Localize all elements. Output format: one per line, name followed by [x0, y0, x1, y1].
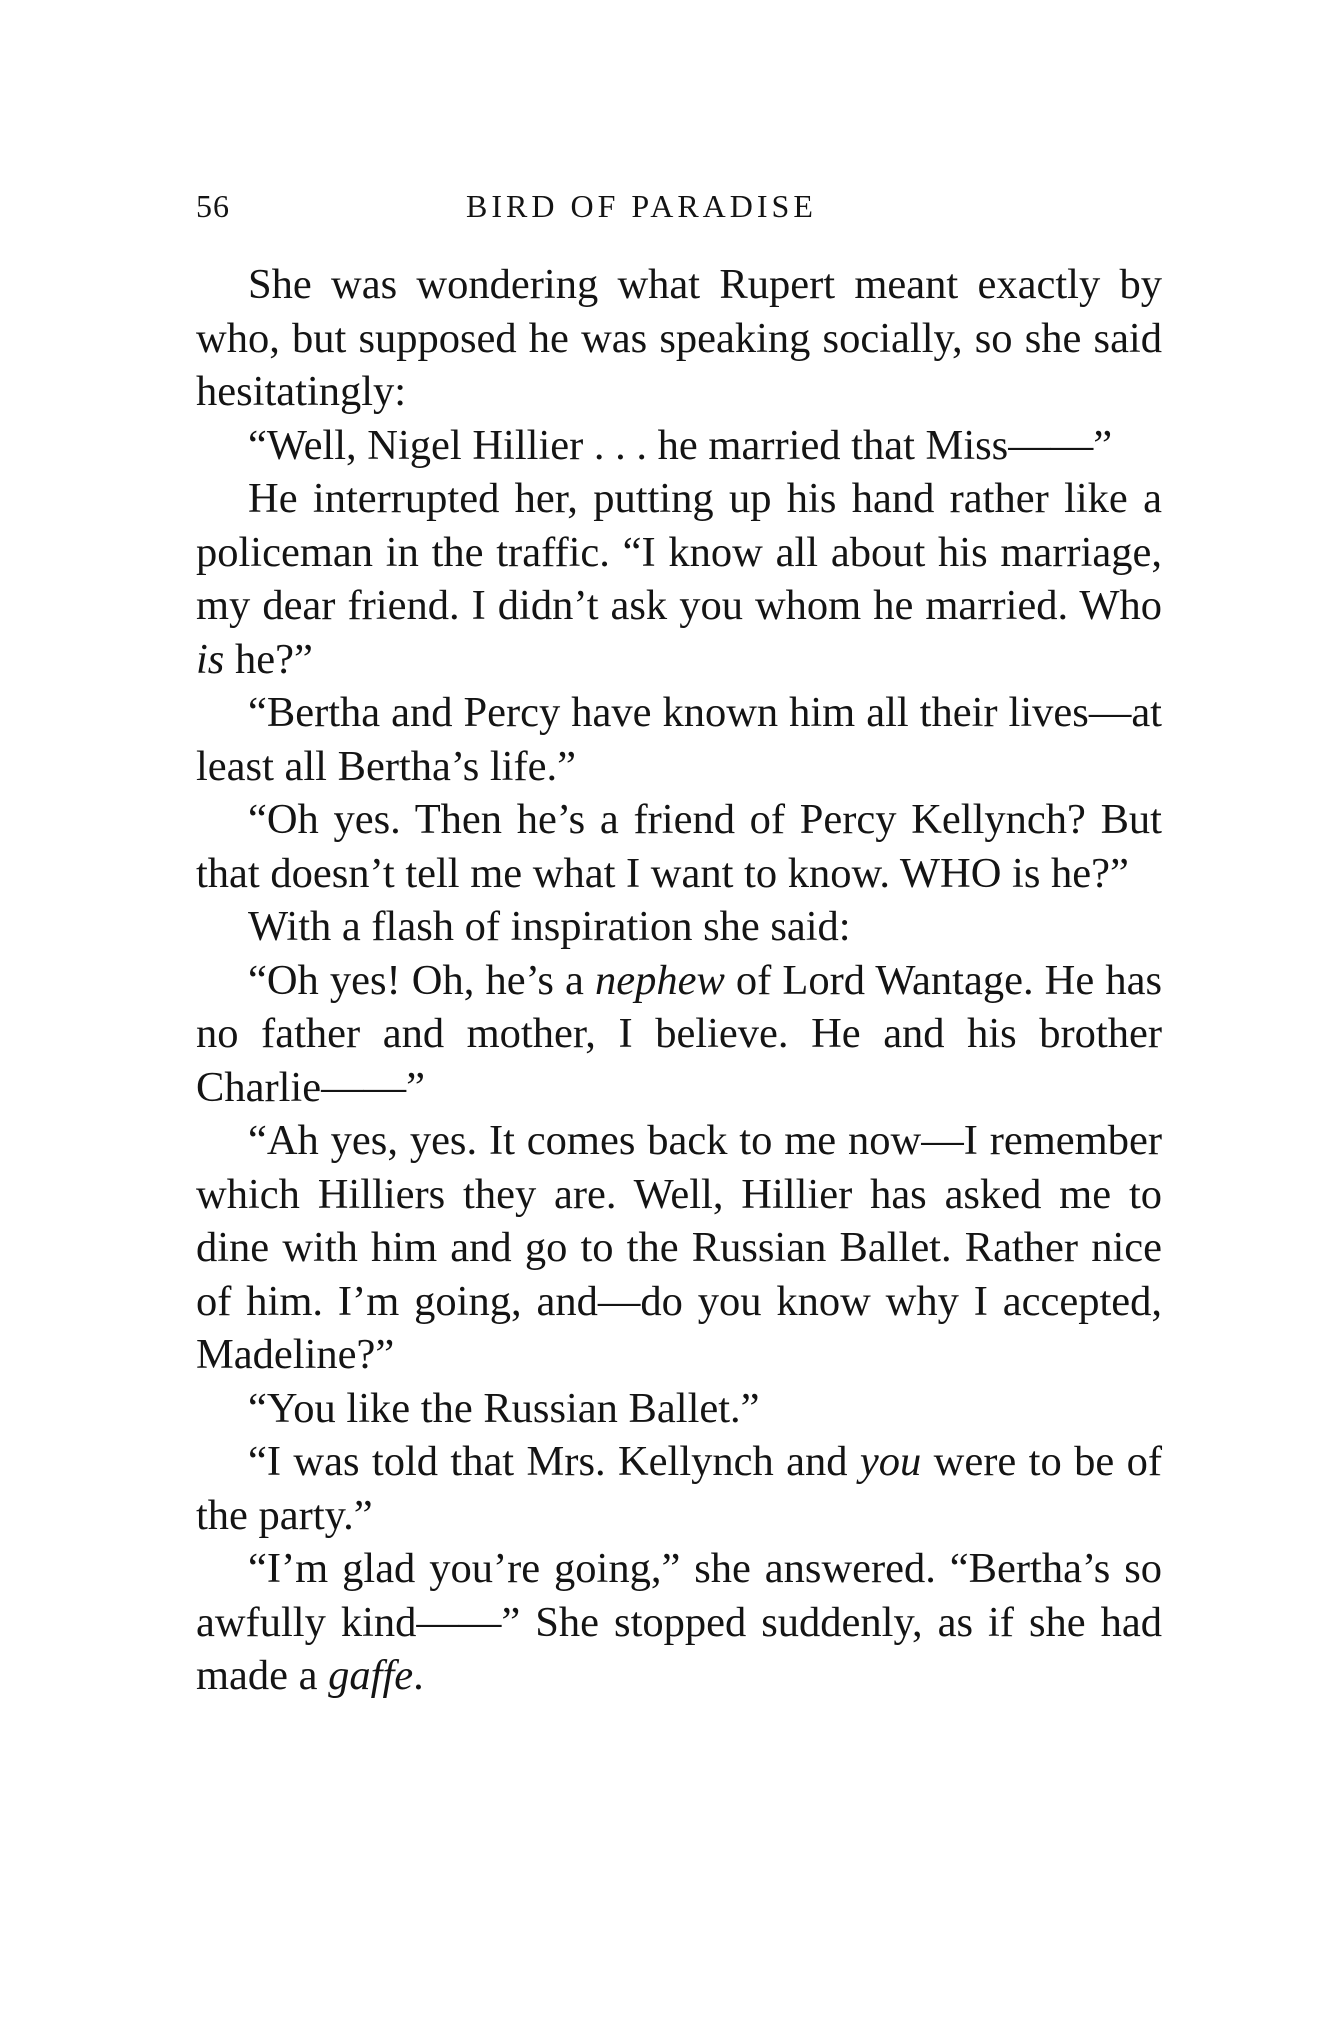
text-segment: “Bertha and Percy have known him all their lives—at least all Bertha’s life.” [196, 689, 1162, 790]
body-text [196, 258, 1162, 1703]
running-title: BIRD OF PARADISE [466, 188, 817, 224]
text-segment: . [413, 1652, 424, 1699]
text-segment: “Ah yes, yes. It comes back to me now—I remember which Hilliers they are. Well, Hillier has asked me to dine with him and go to the Russian Ballet. Rather nice of him. I’m going, and—do you know why I accepted, Madeline?” [196, 1117, 1162, 1378]
page-number: 56 [196, 188, 230, 224]
paragraph [196, 686, 1162, 793]
text-segment: He interrupted her, putting up his hand rather like a policeman in the traffic. “I know all about his marriage, my dear friend. I didn’t ask you whom he married. Who [196, 475, 1162, 629]
text-segment: “Well, Nigel Hillier . . . he married that Miss——” [248, 421, 1113, 469]
text-segment: “You like the Russian Ballet.” [248, 1384, 760, 1432]
running-header [196, 188, 1162, 238]
text-segment: “Oh yes. Then he’s a friend of Percy Kellynch? But that doesn’t tell me what I want to know. WHO is he?” [196, 796, 1162, 897]
paragraph [196, 1382, 1162, 1436]
paragraph [196, 900, 1162, 954]
paragraph [196, 954, 1162, 1115]
paragraph [196, 793, 1162, 900]
text-segment: With a flash of inspiration she said: [248, 903, 851, 950]
italic-emphasis: nephew [594, 956, 725, 1004]
paragraph [196, 258, 1162, 419]
paragraph [196, 1542, 1162, 1703]
text-segment: “Oh yes! Oh, he’s a [248, 956, 595, 1004]
text-segment: She was wondering what Rupert meant exactly by who, but supposed he was speaking socially, so she said hesitatingly: [196, 261, 1162, 415]
paragraph [196, 1114, 1162, 1382]
italic-emphasis: you [859, 1438, 922, 1485]
text-segment: were to be of the party.” [196, 1438, 1162, 1539]
paragraph [196, 1435, 1162, 1542]
text-segment: “I was told that Mrs. Kellynch and [248, 1438, 860, 1485]
text-segment: of Lord Wantage. He has no father and mother, I believe. He and his brother Charlie——” [196, 956, 1162, 1111]
italic-emphasis: is [196, 635, 225, 683]
paragraph [196, 472, 1162, 686]
italic-emphasis: gaffe [328, 1652, 414, 1699]
paragraph [196, 419, 1162, 473]
text-segment: he?” [224, 635, 313, 683]
text-segment: “I’m glad you’re going,” she answered. “Bertha’s so awfully kind——” She stopped suddenly, as if she had made a [196, 1545, 1162, 1699]
